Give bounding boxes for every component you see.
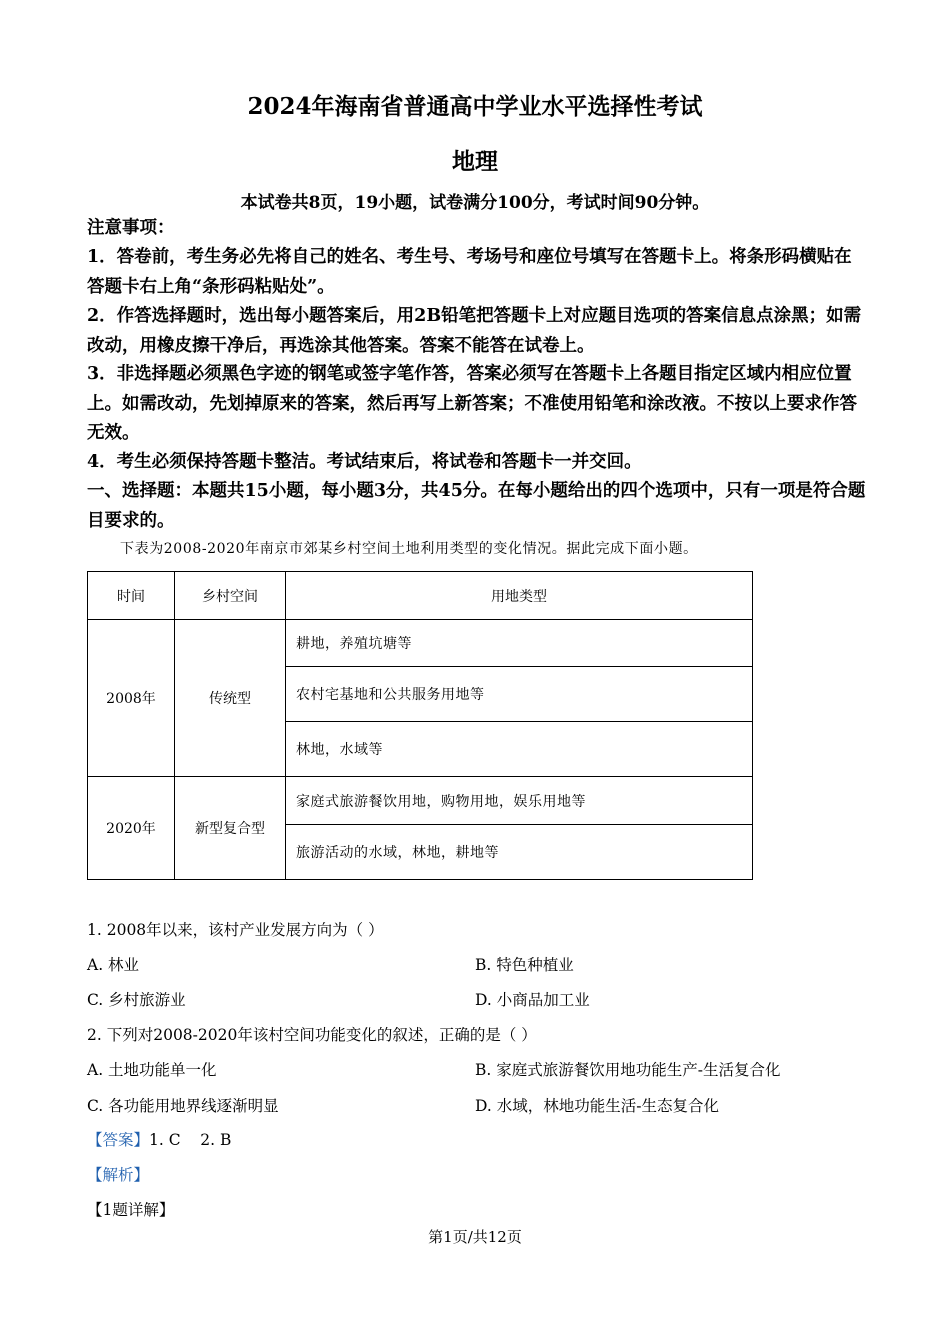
notes-heading: 注意事项：: [87, 218, 175, 238]
note-item-3: 3．非选择题必须黑色字迹的钢笔或签字笔作答，答案必须写在答题卡上各题目指定区域内相应位置上。如需改动，先划掉原来的答案，然后再写上新答案；不准使用铅笔和涂改液。不按以上要求作答无效。: [87, 364, 857, 443]
section-heading: 一、选择题：本题共15小题，每小题3分，共45分。在每小题给出的四个选项中，只有一项是符合题目要求的。: [87, 481, 866, 531]
question-2-option-b: B. 家庭式旅游餐饮用地功能生产-生活复合化: [475, 1061, 781, 1079]
answer-line: [87, 1128, 231, 1150]
question-2-option-c: C. 各功能用地界线逐渐明显: [87, 1097, 279, 1115]
question-1-option-a: A. 林业: [87, 956, 140, 974]
page-footer: 第1页/共12页: [428, 1228, 522, 1246]
question-2-stem: 2. 下列对2008-2020年该村空间功能变化的叙述，正确的是（ ）: [87, 1026, 537, 1044]
question-1-option-d: D. 小商品加工业: [475, 991, 590, 1009]
answer-label: 【答案】: [87, 1131, 150, 1149]
subject-title: 地理: [452, 148, 498, 175]
use-cell: 农村宅基地和公共服务用地等: [286, 667, 753, 722]
header-cell-space: 乡村空间: [175, 572, 286, 620]
exam-info: 本试卷共8页，19小题，试卷满分100分，考试时间90分钟。: [240, 193, 710, 213]
question-1-stem: 1. 2008年以来，该村产业发展方向为（ ）: [87, 921, 384, 939]
use-cell: 旅游活动的水域，林地，耕地等: [286, 825, 753, 880]
analysis-label: 【解析】: [87, 1166, 150, 1184]
use-cell: 林地，水域等: [286, 722, 753, 777]
note-item-4: 4．考生必须保持答题卡整洁。考试结束后，将试卷和答题卡一并交回。: [87, 452, 642, 472]
land-use-table: [87, 571, 753, 880]
note-item-2: 2．作答选择题时，选出每小题答案后，用2B铅笔把答题卡上对应题目选项的答案信息点涂黑；如需改动，用橡皮擦干净后，再选涂其他答案。答案不能答在试卷上。: [87, 306, 862, 356]
use-cell: 耕地，养殖坑塘等: [286, 620, 753, 667]
note-item-1: 1．答卷前，考生务必先将自己的姓名、考生号、考场号和座位号填写在答题卡上。将条形码横贴在答题卡右上角“条形码粘贴处”。: [87, 247, 852, 297]
header-cell-use: 用地类型: [286, 572, 753, 620]
answer-text: 1. C 2. B: [149, 1131, 232, 1149]
table-row: [88, 777, 753, 825]
year-cell: 2020年: [88, 777, 175, 880]
use-cell: 家庭式旅游餐饮用地，购物用地，娱乐用地等: [286, 777, 753, 825]
table-row: [88, 620, 753, 667]
header-cell-time: 时间: [88, 572, 175, 620]
table-intro: 下表为2008-2020年南京市郊某乡村空间土地利用类型的变化情况。据此完成下面小题。: [120, 541, 698, 557]
space-type-cell: 新型复合型: [175, 777, 286, 880]
question-1-option-b: B. 特色种植业: [475, 956, 574, 974]
question-2-option-d: D. 水域，林地功能生活-生态复合化: [475, 1097, 719, 1115]
analysis-detail-heading: 【1题详解】: [87, 1201, 175, 1219]
table-header-row: [88, 572, 753, 620]
space-type-cell: 传统型: [175, 620, 286, 777]
year-cell: 2008年: [88, 620, 175, 777]
question-1-option-c: C. 乡村旅游业: [87, 991, 186, 1009]
exam-title: 2024年海南省普通高中学业水平选择性考试: [247, 93, 703, 120]
question-2-option-a: A. 土地功能单一化: [87, 1061, 217, 1079]
